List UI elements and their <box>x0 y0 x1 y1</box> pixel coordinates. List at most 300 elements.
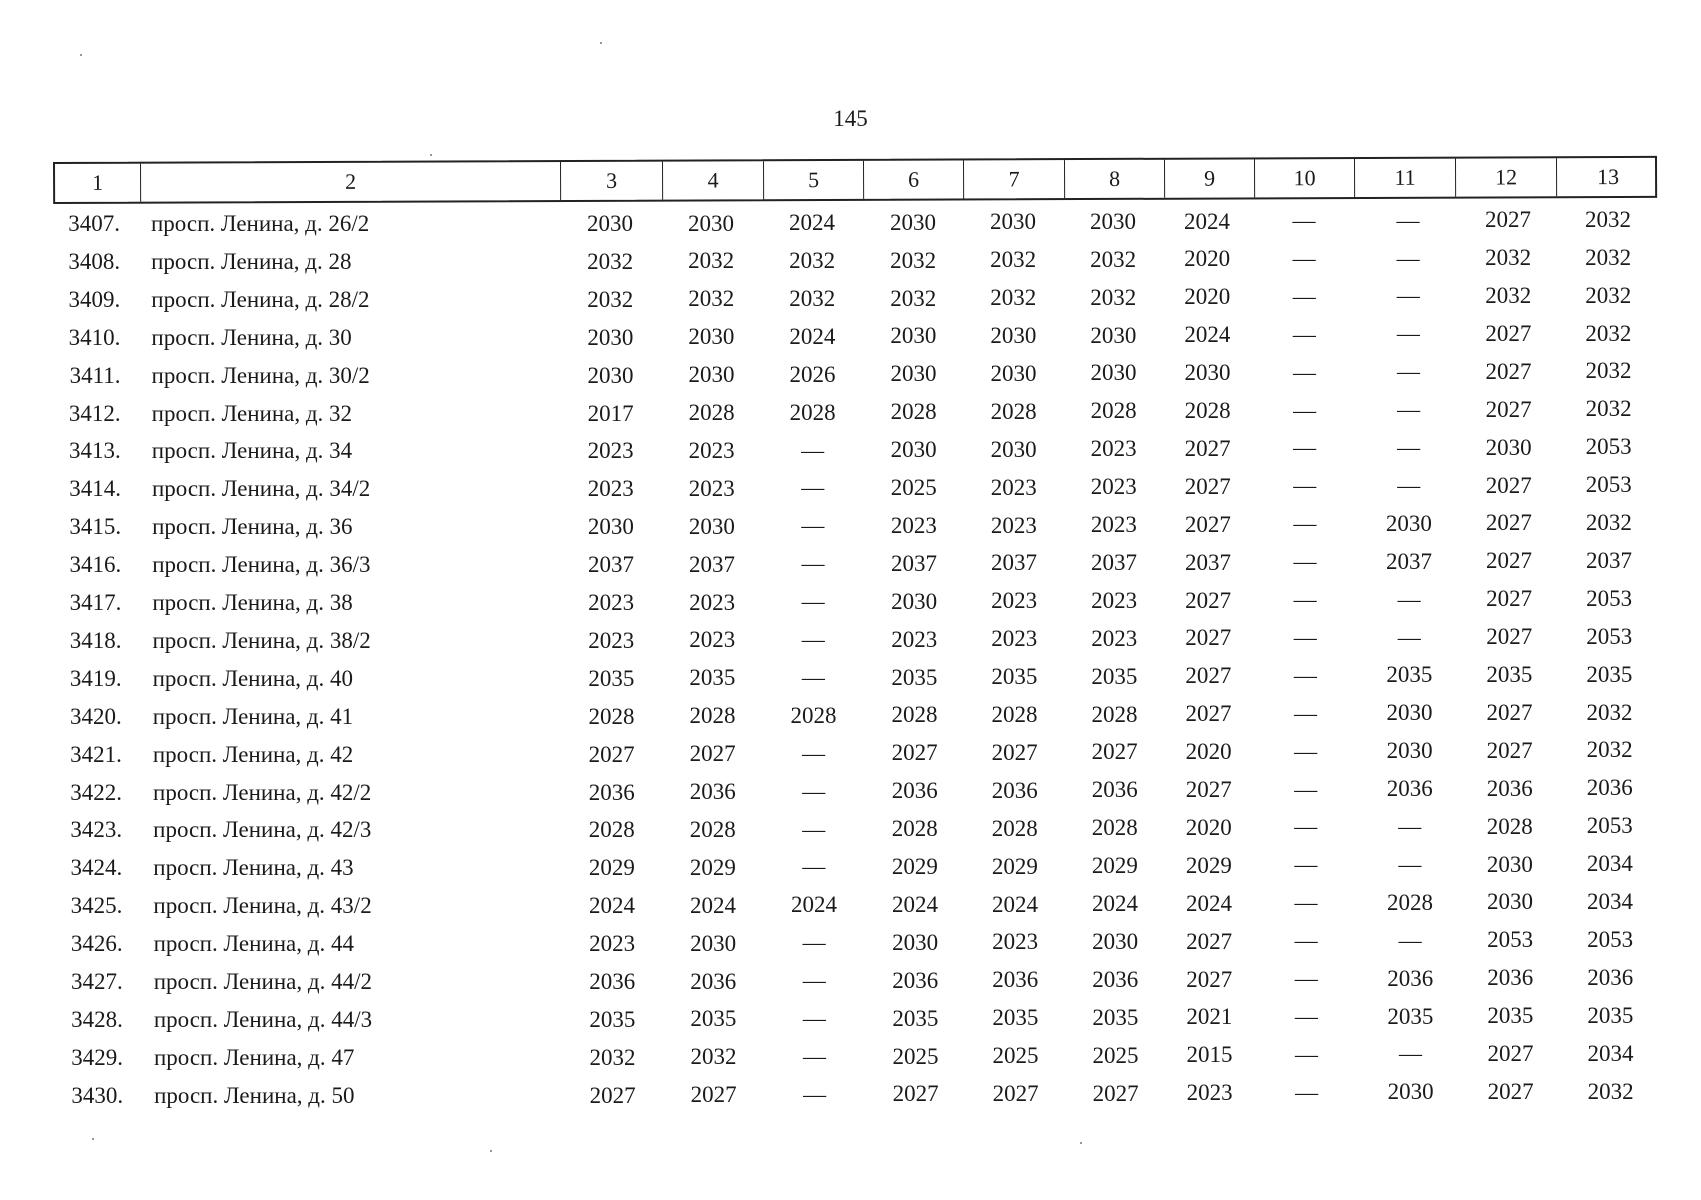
row-value-col-8: 2023 <box>1090 436 1137 462</box>
row-value-col-5: — <box>802 1043 826 1069</box>
header-cell-5: 5 <box>764 161 864 199</box>
row-value-col-6: 2027 <box>891 740 938 766</box>
row-value-col-4: 2036 <box>690 968 737 994</box>
header-cell-8: 8 <box>1065 160 1165 198</box>
row-value-col-11: — <box>1398 1041 1422 1067</box>
row-number: 3408. <box>68 248 121 274</box>
row-value-col-9: 2037 <box>1185 549 1231 575</box>
row-value-col-4: 2027 <box>689 741 736 767</box>
row-value-col-5: 2032 <box>789 248 836 274</box>
row-value-col-10: — <box>1293 511 1317 537</box>
row-number: 3421. <box>70 741 122 767</box>
row-value-col-8: 2023 <box>1090 512 1137 538</box>
row-value-col-8: 2032 <box>1090 284 1137 310</box>
row-value-col-11: — <box>1398 927 1422 953</box>
row-value-col-4: 2029 <box>689 854 736 880</box>
row-value-col-3: 2028 <box>588 817 635 843</box>
row-value-col-5: — <box>802 930 826 956</box>
row-address: просп. Ленина, д. 43 <box>153 855 354 881</box>
row-value-col-7: 2036 <box>991 777 1038 803</box>
row-value-col-10: — <box>1294 928 1318 954</box>
row-value-col-6: 2025 <box>890 475 937 501</box>
row-value-col-10: — <box>1293 435 1317 461</box>
table-row <box>0 282 1701 318</box>
row-address: просп. Ленина, д. 34 <box>151 438 353 464</box>
row-value-col-5: — <box>801 627 825 653</box>
row-value-col-12: 2030 <box>1485 434 1532 460</box>
row-value-col-6: 2029 <box>891 854 938 880</box>
header-cell-4: 4 <box>663 161 764 199</box>
row-value-col-8: 2024 <box>1092 891 1139 917</box>
row-value-col-11: 2030 <box>1386 738 1433 764</box>
row-value-col-6: 2032 <box>890 247 937 273</box>
row-value-col-7: 2037 <box>991 550 1037 576</box>
row-value-col-5: — <box>801 513 825 539</box>
row-value-col-12: 2027 <box>1486 586 1533 612</box>
row-value-col-7: 2030 <box>990 323 1037 348</box>
row-value-col-9: 2027 <box>1186 966 1233 992</box>
row-address: просп. Ленина, д. 30/2 <box>151 362 370 388</box>
row-value-col-5: — <box>801 437 825 463</box>
row-value-col-6: 2024 <box>892 891 939 917</box>
row-value-col-11: — <box>1396 321 1420 347</box>
row-value-col-3: 2032 <box>587 248 634 274</box>
row-value-col-12: 2027 <box>1485 207 1531 233</box>
table-row <box>0 699 1701 735</box>
row-value-col-7: 2030 <box>990 209 1036 235</box>
row-value-col-10: — <box>1294 738 1318 764</box>
row-address: просп. Ленина, д. 32 <box>151 400 353 426</box>
row-number: 3425. <box>70 893 123 919</box>
row-value-col-8: 2028 <box>1091 701 1138 727</box>
row-value-col-8: 2030 <box>1090 360 1137 386</box>
row-value-col-4: 2028 <box>689 816 736 842</box>
row-value-col-12: 2027 <box>1486 548 1532 574</box>
row-value-col-12: 2027 <box>1487 1041 1534 1067</box>
row-value-col-9: 2027 <box>1185 777 1232 802</box>
row-number: 3429. <box>71 1044 123 1070</box>
row-number: 3422. <box>70 779 123 805</box>
table-row <box>0 585 1701 621</box>
header-cell-6: 6 <box>864 161 964 199</box>
scan-speck <box>1080 1142 1082 1144</box>
row-value-col-8: 2027 <box>1091 739 1138 765</box>
row-value-col-7: 2035 <box>991 664 1038 690</box>
row-value-col-3: 2030 <box>587 514 634 540</box>
row-value-col-4: 2028 <box>689 703 736 729</box>
row-value-col-8: 2025 <box>1092 1042 1139 1068</box>
row-value-col-5: 2028 <box>789 399 836 425</box>
row-value-col-13: 2032 <box>1587 1078 1634 1104</box>
row-value-col-11: 2036 <box>1387 965 1434 991</box>
row-number: 3428. <box>71 1006 123 1032</box>
row-address: просп. Ленина, д. 38 <box>152 590 353 615</box>
row-value-col-11: 2035 <box>1387 1003 1434 1029</box>
row-value-col-10: — <box>1293 624 1317 650</box>
row-value-col-7: 2028 <box>991 815 1038 841</box>
header-cell-7: 7 <box>964 160 1065 198</box>
row-number: 3411. <box>69 362 121 388</box>
row-value-col-9: 2027 <box>1185 701 1232 727</box>
header-cell-13: 13 <box>1597 163 1620 190</box>
row-value-col-9: 2027 <box>1185 663 1232 689</box>
row-value-col-4: 2030 <box>690 930 737 956</box>
row-value-col-4: 2030 <box>688 324 735 350</box>
row-value-col-8: 2027 <box>1092 1080 1139 1106</box>
scan-speck <box>490 1150 492 1152</box>
row-value-col-11: 2028 <box>1387 889 1434 915</box>
row-value-col-6: 2030 <box>890 323 937 349</box>
row-value-col-7: 2029 <box>991 853 1038 879</box>
row-value-col-11: — <box>1397 586 1421 612</box>
row-value-col-8: 2023 <box>1090 474 1137 500</box>
row-value-col-10: — <box>1293 700 1317 726</box>
row-value-col-6: 2028 <box>890 399 937 425</box>
row-number: 3420. <box>70 703 122 729</box>
row-value-col-3: 2030 <box>587 324 634 350</box>
table-row <box>0 850 1701 886</box>
row-value-col-10: — <box>1293 549 1317 575</box>
row-value-col-9: 2023 <box>1186 1080 1233 1106</box>
row-value-col-12: 2028 <box>1486 813 1533 839</box>
row-number: 3410. <box>68 324 121 350</box>
row-value-col-10: — <box>1295 1079 1319 1105</box>
row-value-col-7: 2023 <box>990 474 1037 500</box>
table-row <box>0 396 1701 432</box>
row-value-col-13: 2032 <box>1585 206 1631 232</box>
row-value-col-5: 2026 <box>789 361 836 387</box>
row-value-col-7: 2027 <box>992 1081 1039 1106</box>
row-value-col-4: 2023 <box>689 627 736 653</box>
row-address: просп. Ленина, д. 36 <box>152 514 353 540</box>
row-value-col-9: 2027 <box>1184 435 1231 461</box>
row-value-col-12: 2027 <box>1487 1078 1534 1104</box>
row-value-col-7: 2025 <box>992 1043 1039 1069</box>
row-value-col-11: — <box>1397 472 1421 498</box>
row-value-col-5: 2024 <box>791 892 838 918</box>
row-value-col-8: 2028 <box>1091 815 1138 841</box>
table-row <box>0 1002 1701 1038</box>
row-number: 3426. <box>70 931 123 957</box>
row-value-col-8: 2035 <box>1092 1004 1139 1030</box>
row-value-col-11: — <box>1396 207 1420 233</box>
row-value-col-6: 2030 <box>892 929 939 955</box>
row-number: 3415. <box>69 514 122 540</box>
header-cell-12: 12 <box>1456 158 1557 196</box>
row-value-col-7: 2030 <box>990 436 1037 462</box>
row-value-col-12: 2027 <box>1485 396 1532 422</box>
row-value-col-12: 2030 <box>1487 889 1534 915</box>
row-value-col-3: 2030 <box>587 211 633 236</box>
row-value-col-3: 2027 <box>589 1082 636 1108</box>
row-value-col-13: 2032 <box>1586 699 1633 725</box>
page-number: 145 <box>833 106 868 131</box>
row-number: 3412. <box>68 400 121 426</box>
row-value-col-5: 2024 <box>789 323 836 349</box>
row-value-col-5: — <box>801 664 825 690</box>
table-row <box>0 964 1701 1000</box>
row-value-col-5: — <box>802 968 826 994</box>
row-address: просп. Ленина, д. 42 <box>152 741 354 767</box>
row-value-col-7: 2035 <box>992 1005 1039 1031</box>
scan-speck <box>430 154 432 156</box>
table-row <box>0 1078 1701 1114</box>
row-value-col-6: 2023 <box>891 626 938 652</box>
row-address: просп. Ленина, д. 44 <box>153 931 354 957</box>
row-value-col-13: 2032 <box>1585 396 1632 422</box>
header-cell-10: 10 <box>1255 159 1355 197</box>
row-value-col-6: 2028 <box>891 816 938 842</box>
row-value-col-5: — <box>801 475 825 501</box>
row-value-col-11: — <box>1396 359 1420 385</box>
row-value-col-8: 2037 <box>1091 549 1137 575</box>
row-value-col-10: — <box>1294 890 1318 916</box>
row-value-col-5: 2024 <box>789 210 835 236</box>
row-value-col-13: 2035 <box>1586 661 1633 687</box>
row-address: просп. Ленина, д. 50 <box>154 1082 355 1108</box>
row-address: просп. Ленина, д. 44/2 <box>153 969 372 994</box>
row-value-col-4: 2036 <box>689 779 736 805</box>
row-value-col-4: 2027 <box>690 1082 737 1108</box>
row-value-col-10: — <box>1294 966 1318 992</box>
row-address: просп. Ленина, д. 41 <box>152 703 354 729</box>
row-number: 3409. <box>68 286 121 312</box>
row-number: 3417. <box>69 590 122 615</box>
row-value-col-3: 2024 <box>589 893 636 919</box>
row-value-col-7: 2023 <box>992 929 1039 955</box>
row-value-col-10: — <box>1293 473 1317 499</box>
row-number: 3423. <box>70 817 123 843</box>
row-value-col-11: — <box>1397 397 1421 423</box>
row-number: 3430. <box>71 1082 124 1108</box>
row-value-col-9: 2021 <box>1186 1004 1233 1030</box>
table-row <box>0 547 1701 583</box>
row-value-col-13: 2032 <box>1585 510 1632 535</box>
row-value-col-11: — <box>1398 814 1422 840</box>
row-value-col-12: 2027 <box>1486 737 1533 763</box>
row-value-col-6: 2035 <box>891 664 938 690</box>
table-header <box>53 156 1657 204</box>
row-value-col-9: 2020 <box>1184 284 1231 310</box>
row-value-col-7: 2023 <box>990 512 1037 538</box>
row-value-col-12: 2036 <box>1486 775 1533 801</box>
row-value-col-5: 2028 <box>790 702 837 728</box>
row-value-col-3: 2023 <box>588 627 635 653</box>
row-value-col-3: 2023 <box>587 438 634 464</box>
row-value-col-13: 2053 <box>1586 813 1633 839</box>
row-address: просп. Ленина, д. 43/2 <box>153 893 372 919</box>
row-number: 3407. <box>68 211 120 236</box>
row-value-col-8: 2030 <box>1092 928 1139 954</box>
scan-speck <box>92 1138 94 1140</box>
row-value-col-4: 2032 <box>688 286 735 312</box>
row-value-col-9: 2029 <box>1185 852 1232 878</box>
row-value-col-11: 2030 <box>1387 1079 1434 1105</box>
row-value-col-6: 2035 <box>892 1005 939 1031</box>
row-value-col-8: 2032 <box>1090 246 1137 272</box>
row-number: 3427. <box>70 969 123 994</box>
row-value-col-13: 2037 <box>1586 547 1632 573</box>
row-value-col-4: 2030 <box>688 210 734 236</box>
row-value-col-6: 2023 <box>890 512 937 538</box>
row-value-col-13: 2034 <box>1587 1040 1634 1066</box>
row-value-col-11: 2035 <box>1386 662 1433 688</box>
row-value-col-8: 2036 <box>1091 777 1138 803</box>
row-value-col-4: 2032 <box>690 1044 737 1070</box>
row-value-col-10: — <box>1293 397 1317 423</box>
row-value-col-3: 2030 <box>587 362 634 388</box>
row-value-col-3: 2036 <box>588 779 635 805</box>
row-value-col-10: — <box>1292 359 1316 385</box>
row-value-col-9: 2027 <box>1184 511 1231 537</box>
row-value-col-4: 2024 <box>690 892 737 918</box>
row-value-col-8: 2030 <box>1090 322 1137 348</box>
row-value-col-11: — <box>1398 851 1422 877</box>
row-value-col-7: 2028 <box>991 702 1038 727</box>
row-value-col-4: 2035 <box>689 665 736 691</box>
row-address: просп. Ленина, д. 26/2 <box>151 211 370 236</box>
row-value-col-4: 2030 <box>688 513 735 539</box>
row-value-col-9: 2020 <box>1185 814 1232 840</box>
header-cell-11: 11 <box>1355 159 1456 197</box>
row-value-col-6: 2030 <box>890 437 937 463</box>
row-address: просп. Ленина, д. 42/3 <box>153 817 372 843</box>
row-value-col-5: — <box>802 778 826 804</box>
row-value-col-13: 2053 <box>1586 623 1633 649</box>
row-value-col-9: 2020 <box>1184 246 1231 272</box>
header-cell-2: 2 <box>141 162 561 202</box>
row-value-col-12: 2053 <box>1487 927 1534 953</box>
row-value-col-3: 2023 <box>588 590 635 615</box>
row-value-col-7: 2030 <box>990 360 1037 386</box>
row-value-col-13: 2032 <box>1586 737 1633 763</box>
row-value-col-5: — <box>802 740 826 766</box>
row-address: просп. Ленина, д. 47 <box>153 1044 355 1070</box>
table-row <box>0 623 1701 659</box>
row-value-col-12: 2027 <box>1486 624 1533 650</box>
row-value-col-6: 2030 <box>891 588 938 614</box>
row-value-col-3: 2023 <box>587 476 634 502</box>
row-number: 3419. <box>69 665 122 691</box>
row-value-col-6: 2036 <box>892 967 939 993</box>
row-value-col-13: 2036 <box>1587 964 1634 990</box>
row-value-col-12: 2032 <box>1485 245 1532 271</box>
row-value-col-11: — <box>1397 435 1421 461</box>
row-value-col-5: — <box>802 1006 826 1032</box>
table-row <box>0 433 1701 469</box>
row-value-col-3: 2036 <box>589 969 636 994</box>
row-value-col-12: 2030 <box>1486 851 1533 877</box>
row-value-col-9: 2015 <box>1186 1042 1233 1068</box>
table-row <box>0 358 1701 394</box>
row-value-col-10: — <box>1292 283 1316 309</box>
row-value-col-9: 2027 <box>1185 587 1232 613</box>
row-value-col-11: — <box>1396 245 1420 271</box>
table-row <box>0 926 1701 962</box>
row-value-col-13: 2032 <box>1585 320 1632 346</box>
row-value-col-6: 2037 <box>891 550 937 576</box>
row-value-col-5: — <box>802 816 826 842</box>
row-number: 3424. <box>70 855 123 881</box>
row-value-col-4: 2030 <box>688 362 735 388</box>
row-value-col-9: 2024 <box>1186 890 1233 916</box>
row-value-col-5: — <box>803 1081 827 1107</box>
row-value-col-6: 2032 <box>890 285 937 311</box>
row-value-col-3: 2035 <box>588 665 635 691</box>
row-value-col-11: — <box>1397 624 1421 650</box>
row-number: 3413. <box>69 438 121 464</box>
row-address: просп. Ленина, д. 30 <box>151 324 352 350</box>
row-value-col-5: — <box>801 589 825 615</box>
row-value-col-13: 2053 <box>1585 472 1632 498</box>
row-value-col-4: 2023 <box>688 475 735 501</box>
row-value-col-3: 2023 <box>589 931 636 957</box>
row-value-col-3: 2028 <box>588 703 635 729</box>
row-value-col-8: 2023 <box>1091 625 1138 651</box>
row-value-col-12: 2027 <box>1485 510 1532 536</box>
row-value-col-13: 2035 <box>1587 1002 1634 1028</box>
row-value-col-12: 2027 <box>1485 320 1532 346</box>
row-value-col-7: 2023 <box>991 626 1038 652</box>
row-value-col-6: 2025 <box>892 1043 939 1069</box>
scan-speck <box>80 54 82 56</box>
row-value-col-4: 2028 <box>688 400 735 426</box>
row-value-col-3: 2037 <box>588 552 634 578</box>
row-value-col-9: 2027 <box>1185 625 1232 651</box>
scan-speck <box>600 42 602 44</box>
row-address: просп. Ленина, д. 28/2 <box>151 286 370 312</box>
row-address: просп. Ленина, д. 42/2 <box>153 779 372 805</box>
row-value-col-10: — <box>1292 321 1316 347</box>
row-value-col-13: 2034 <box>1587 889 1634 914</box>
row-value-col-7: 2028 <box>990 398 1037 424</box>
row-address: просп. Ленина, д. 34/2 <box>151 476 371 502</box>
row-value-col-9: 2024 <box>1184 322 1231 348</box>
table-row <box>0 320 1701 356</box>
row-value-col-11: 2030 <box>1386 700 1433 726</box>
row-value-col-6: 2027 <box>892 1081 939 1107</box>
row-value-col-12: 2027 <box>1486 699 1533 725</box>
row-value-col-11: 2037 <box>1386 548 1432 574</box>
row-value-col-9: 2028 <box>1184 398 1231 423</box>
row-value-col-7: 2027 <box>991 739 1038 765</box>
row-value-col-10: — <box>1294 1041 1318 1067</box>
row-value-col-11: 2036 <box>1386 776 1433 802</box>
row-address: просп. Ленина, д. 38/2 <box>152 627 371 653</box>
row-number: 3418. <box>69 627 122 653</box>
row-value-col-9: 2020 <box>1185 739 1232 765</box>
row-number: 3416. <box>69 552 122 578</box>
row-value-col-13: 2053 <box>1586 585 1633 611</box>
table-row <box>0 812 1701 848</box>
row-value-col-4: 2037 <box>689 551 735 577</box>
row-value-col-13: 2032 <box>1585 358 1632 384</box>
row-value-col-12: 2036 <box>1487 965 1534 991</box>
row-value-col-13: 2053 <box>1587 926 1634 952</box>
table-row <box>0 737 1701 773</box>
row-value-col-10: — <box>1294 776 1318 802</box>
row-value-col-9: 2024 <box>1184 208 1230 234</box>
row-value-col-4: 2032 <box>688 248 735 274</box>
row-value-col-7: 2036 <box>992 967 1039 993</box>
row-value-col-13: 2032 <box>1585 244 1632 270</box>
row-value-col-5: — <box>802 854 826 880</box>
row-value-col-10: — <box>1292 208 1316 234</box>
row-value-col-3: 2032 <box>589 1044 636 1070</box>
row-value-col-12: 2035 <box>1487 1003 1534 1029</box>
row-value-col-8: 2023 <box>1091 587 1138 613</box>
row-value-col-3: 2035 <box>589 1006 636 1032</box>
